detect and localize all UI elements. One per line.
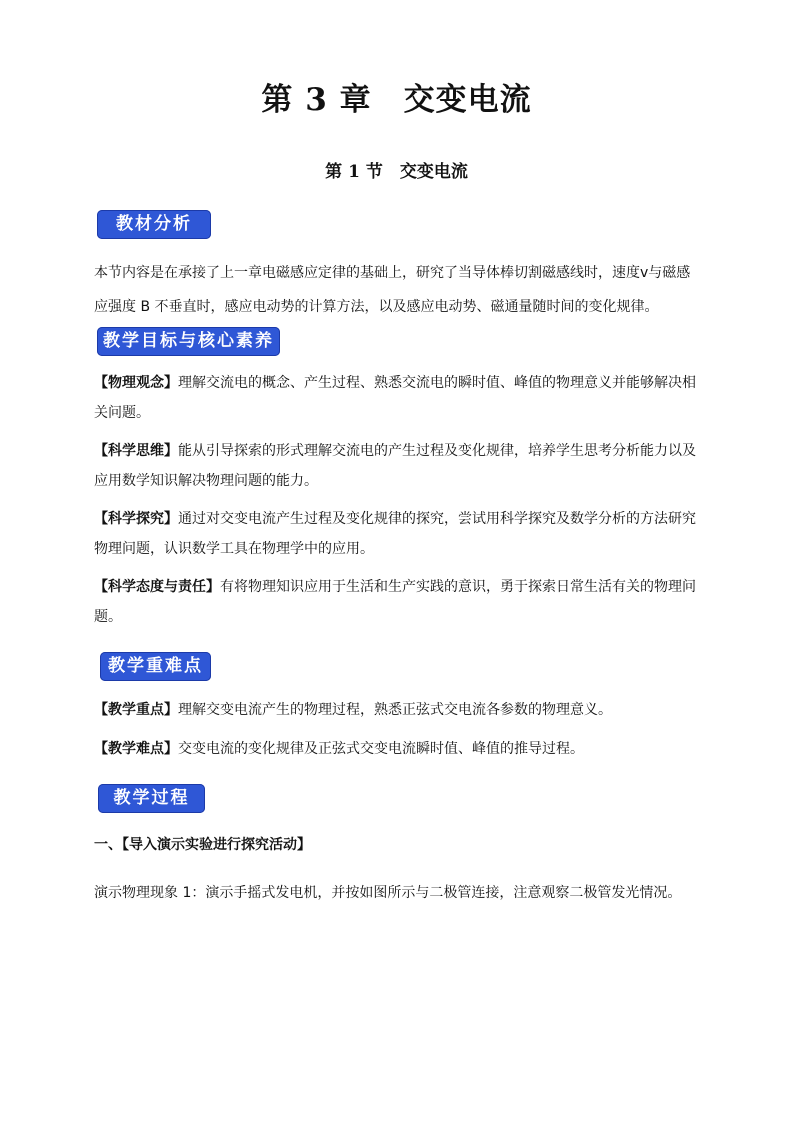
objective-text: 理解交流电的概念、产生过程、熟悉交流电的瞬时值、峰值的物理意义并能够解决相关问题。 [94,375,696,421]
objective-text: 能从引导探索的形式理解交流电的产生过程及变化规律，培养学生思考分析能力以及应用数学知识解决物理问题的能力。 [94,443,696,489]
material-analysis-text: 本节内容是在承接了上一章电磁感应定律的基础上，研究了当导体棒切割磁感线时，速度v与磁感应强度 B 不垂直时，感应电动势的计算方法，以及感应电动势、磁通量随时间的变化规律。 [94,265,691,315]
process-heading: 一、【导入演示实验进行探究活动】 [94,837,311,853]
keypoint-text: 交变电流的变化规律及正弦式交变电流瞬时值、峰值的推导过程。 [178,741,584,757]
material-analysis-badge: 教材分析 [97,210,211,239]
process-demo-text: 演示物理现象 1：演示手摇式发电机，并按如图所示与二极管连接，注意观察二极管发光情况。 [94,885,682,901]
objective-tag: 【科学探究】 [94,511,178,527]
chapter-title: 第 3 章 交变电流 [261,82,532,118]
objective-attitude-responsibility [94,572,700,632]
keypoint-tag: 【教学难点】 [94,741,178,757]
objectives-badge: 教学目标与核心素养 [97,327,280,356]
objective-tag: 【科学思维】 [94,443,178,459]
objective-scientific-thinking [94,436,700,496]
objective-scientific-inquiry [94,504,700,564]
keypoint-tag: 【教学重点】 [94,702,178,718]
keypoint-text: 理解交变电流产生的物理过程，熟悉正弦式交电流各参数的物理意义。 [178,702,612,718]
objective-tag: 【科学态度与责任】 [94,579,220,595]
objective-tag: 【物理观念】 [94,375,178,391]
keypoints-badge: 教学重难点 [100,652,211,681]
objective-physics-concept [94,368,700,428]
keypoint-focus [94,695,700,725]
objective-text: 有将物理知识应用于生活和生产实践的意识，勇于探索日常生活有关的物理问题。 [94,579,696,625]
teaching-process-badge: 教学过程 [98,784,205,813]
objective-text: 通过对交变电流产生过程及变化规律的探究，尝试用科学探究及数学分析的方法研究物理问题，认识数学工具在物理学中的应用。 [94,511,696,557]
section-title: 第 1 节 交变电流 [325,162,468,182]
keypoint-difficulty [94,734,700,764]
